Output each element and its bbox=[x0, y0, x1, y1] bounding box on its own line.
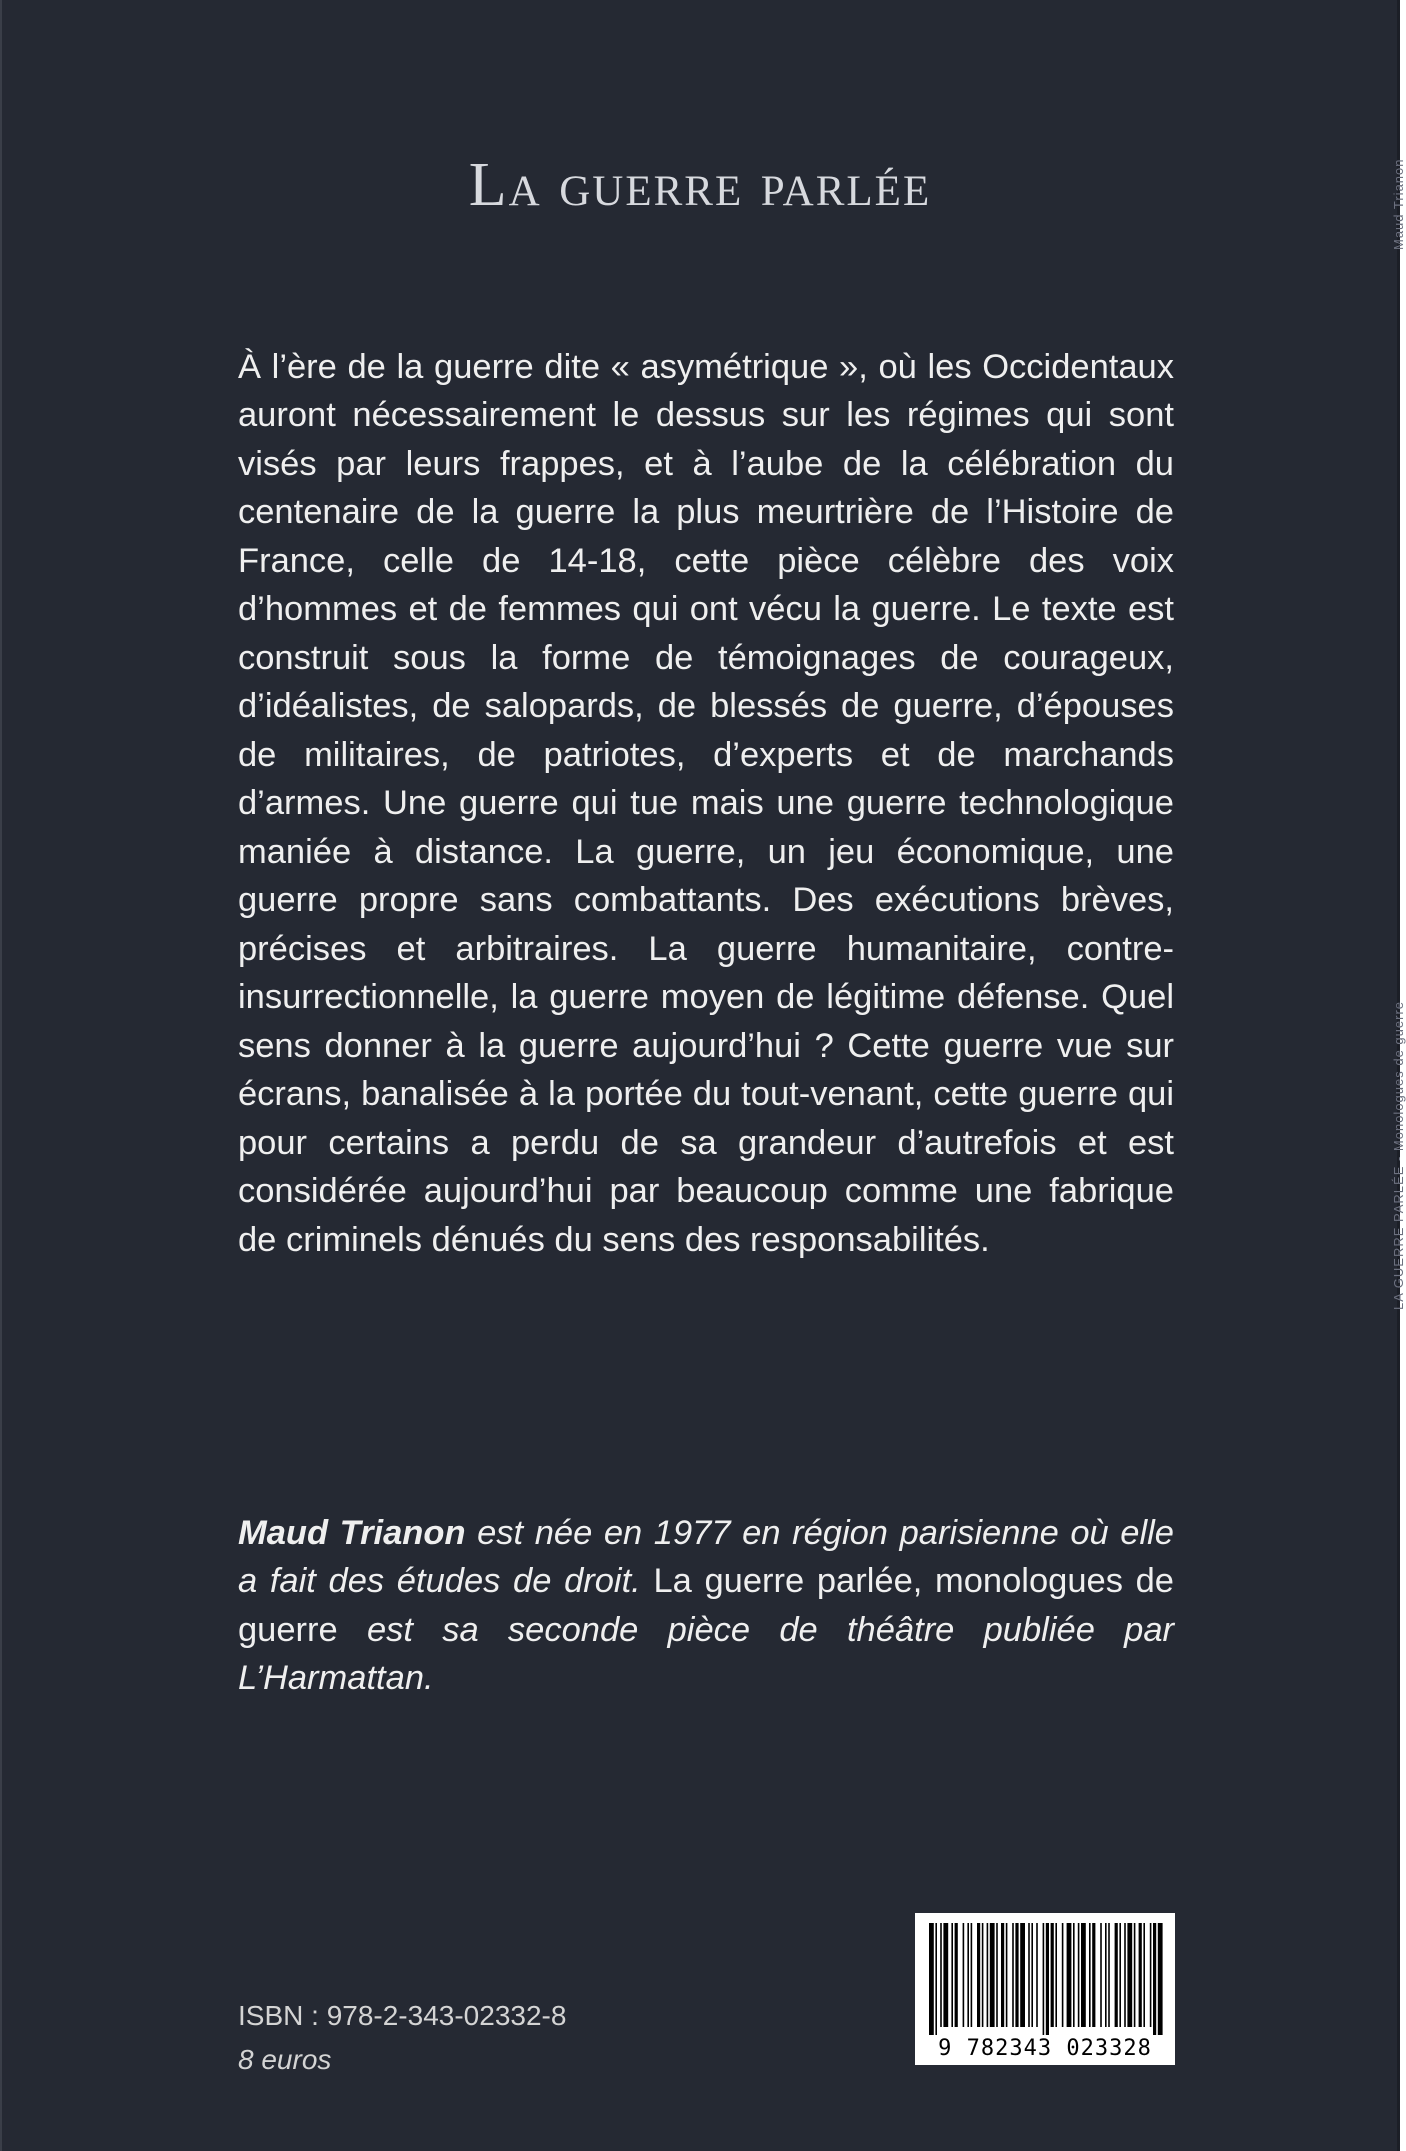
barcode-bar bbox=[1067, 1923, 1072, 2027]
barcode-bar bbox=[967, 1923, 969, 2027]
barcode-bar bbox=[1078, 1923, 1080, 2027]
barcode-bar bbox=[1028, 1923, 1030, 2027]
barcode-bar bbox=[955, 1923, 958, 2027]
barcode-bar bbox=[1001, 1923, 1004, 2027]
barcode-bar bbox=[1031, 1923, 1033, 2027]
barcode-bar bbox=[943, 1923, 948, 2027]
barcode-bar bbox=[929, 1923, 934, 2035]
barcode-bar bbox=[1046, 1923, 1049, 2035]
bio-text-1: est née en 1977 en région parisienne où elle a fait des études de droit. bbox=[238, 1513, 1174, 1600]
barcode-digits: 9 782343 023328 bbox=[938, 2036, 1152, 2061]
barcode-bar bbox=[1115, 1923, 1118, 2027]
barcode-bar bbox=[1015, 1923, 1018, 2027]
barcode-bar bbox=[1108, 1923, 1110, 2027]
barcode-bar bbox=[971, 1923, 973, 2027]
price-label: 8 euros bbox=[238, 2044, 332, 2075]
barcode-bar bbox=[1092, 1923, 1095, 2027]
barcode-bar bbox=[940, 1923, 942, 2027]
barcode-bar bbox=[1105, 1923, 1107, 2027]
book-title: La guerre parlée bbox=[468, 151, 932, 219]
barcode-bar bbox=[963, 1923, 965, 2027]
barcode-bar bbox=[1081, 1923, 1086, 2027]
barcode-bar bbox=[977, 1923, 980, 2027]
barcode-bar bbox=[1012, 1923, 1014, 2027]
barcode-bar bbox=[1062, 1923, 1064, 2027]
barcode-bar bbox=[1036, 1923, 1038, 2027]
barcode-bar bbox=[1089, 1923, 1091, 2027]
author-name: Maud Trianon bbox=[238, 1513, 466, 1552]
barcode-bar bbox=[987, 1923, 989, 2027]
bio-text-2: est sa seconde pièce de théâtre publiée par L’Harmattan. bbox=[238, 1610, 1174, 1697]
barcode-bar bbox=[951, 1923, 953, 2027]
summary-paragraph: À l’ère de la guerre dite « asymétrique », où les Occidentaux auront nécessairement le dessus sur les régimes qui sont visés par leurs frappes, et à l’aube de la célébration du centenaire de la guerre la plus meurtrière de l’Histoire de France, celle de 14-18, cette pièce célèbre des voix d’hommes et de femmes qui ont vécu la guerre. Le texte est construit sous la forme de témoignages de courageux, d’idéalistes, de salopards, de blessés de guerre, d’épouses de militaires, de patriotes, d’experts et de marchands d’armes. Une guerre qui tue mais une guerre technologique maniée à distance. La guerre, un jeu économique, une guerre propre sans combattants. Des exécutions brèves, précises et arbitraires. La guerre humanitaire, contre-insurrectionnelle, la guerre moyen de légitime défense. Quel sens donner à la guerre aujourd’hui ? Cette guerre vue sur écrans, banalisée à la portée du tout-venant, cette guerre qui pour certains a perdu de sa grandeur d’autrefois et est considérée aujourd’hui par beaucoup comme une fabrique de criminels dénués du sens des responsabilités. bbox=[238, 347, 1174, 1259]
barcode-bar bbox=[1124, 1923, 1126, 2027]
barcode-bar bbox=[996, 1923, 998, 2027]
barcode-bar bbox=[990, 1923, 995, 2027]
barcode-bar bbox=[1134, 1923, 1136, 2027]
bio-work-title: La guerre parlée, monologues de guerre bbox=[238, 1562, 1174, 1649]
barcode-bar bbox=[1051, 1923, 1054, 2027]
barcode-bar bbox=[1150, 1923, 1152, 2027]
barcode-bar bbox=[1055, 1923, 1057, 2027]
spine-author-text: Maud Trianon bbox=[1391, 158, 1406, 250]
barcode-bar bbox=[1006, 1923, 1008, 2027]
barcode-bar bbox=[1139, 1923, 1142, 2027]
spine-title-text: LA GUERRE PARLÉE - Monologues de guerre bbox=[1391, 1000, 1406, 1310]
barcode-bar bbox=[1020, 1923, 1025, 2027]
barcode-bar bbox=[1153, 1923, 1156, 2035]
barcode-bar bbox=[982, 1923, 984, 2027]
barcode-bar bbox=[1119, 1923, 1121, 2027]
cover-left-edge bbox=[0, 0, 2, 2151]
barcode-bar bbox=[1127, 1923, 1132, 2027]
barcode bbox=[915, 1913, 1175, 2065]
barcode-bar bbox=[1100, 1923, 1102, 2027]
isbn-label: ISBN : 978-2-343-02332-8 bbox=[238, 2000, 567, 2031]
barcode-bar bbox=[935, 1923, 937, 2035]
barcode-bar bbox=[1158, 1923, 1163, 2035]
barcode-bar bbox=[1043, 1923, 1045, 2035]
author-bio bbox=[238, 1509, 1174, 1703]
barcode-bar bbox=[1143, 1923, 1145, 2027]
barcode-bar bbox=[1073, 1923, 1075, 2027]
